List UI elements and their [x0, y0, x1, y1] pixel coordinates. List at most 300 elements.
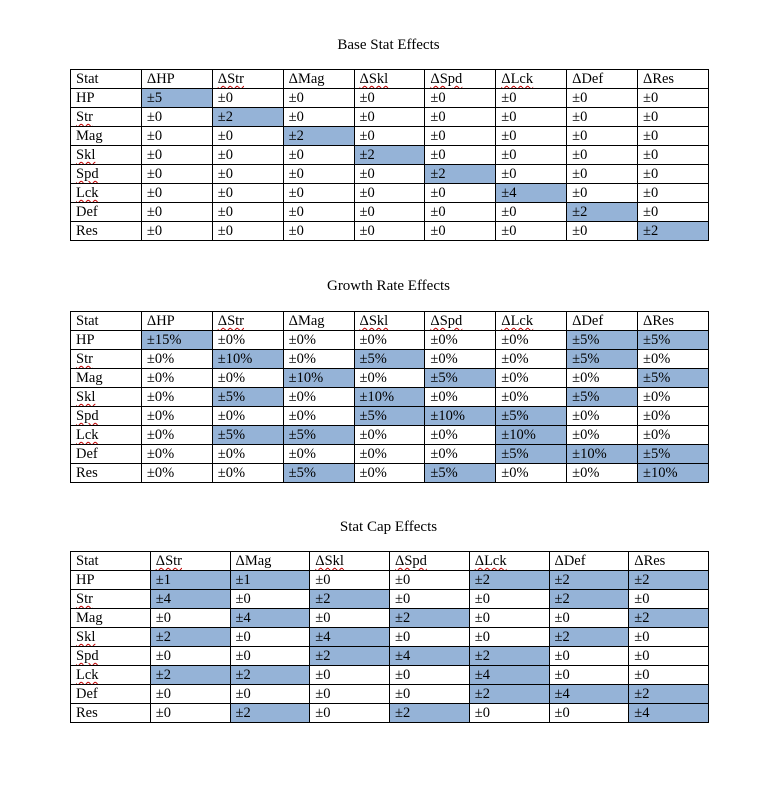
table-cell: ±5% [212, 426, 283, 445]
table-cell: ±5% [496, 407, 567, 426]
table-cell: ±0 [212, 222, 283, 241]
table-cell: ±0% [496, 331, 567, 350]
table-cell: ±0 [212, 165, 283, 184]
table-cell: ±5% [283, 426, 354, 445]
table-cell: ±1 [230, 571, 310, 590]
table-cell: ±0% [141, 445, 212, 464]
column-header [638, 70, 709, 89]
table-cell: ±0 [567, 89, 638, 108]
table-cell: ±0 [496, 108, 567, 127]
table-cell: ±0% [212, 445, 283, 464]
row-header [71, 108, 142, 127]
row-header-label: Res [76, 223, 98, 239]
table-cell: ±0 [638, 108, 709, 127]
column-header-label: ΔLck [501, 313, 534, 329]
table-cell: ±0 [567, 165, 638, 184]
table-cell: ±0 [310, 704, 390, 723]
row-header-label: Str [76, 591, 93, 607]
table-row [71, 445, 709, 464]
table-cell: ±0 [150, 609, 230, 628]
column-header [638, 312, 709, 331]
column-header-label: ΔSkl [359, 313, 389, 329]
row-header [71, 571, 151, 590]
table-cell: ±0 [390, 685, 470, 704]
table-row [71, 350, 709, 369]
base-stat-effects-title: Base Stat Effects [337, 37, 440, 53]
table-row [71, 666, 709, 685]
table-cell: ±2 [150, 628, 230, 647]
row-header [71, 184, 142, 203]
table-cell: ±5 [141, 89, 212, 108]
table-cell: ±5% [496, 445, 567, 464]
table-cell: ±4 [496, 184, 567, 203]
table-cell: ±0 [496, 165, 567, 184]
column-header [469, 552, 549, 571]
table-cell: ±0% [354, 331, 425, 350]
header-row [71, 312, 709, 331]
column-header-label: ΔHP [146, 71, 175, 87]
row-header-label: Lck [76, 427, 99, 443]
row-header [71, 647, 151, 666]
row-header-label: Spd [76, 408, 99, 424]
table-row [71, 203, 709, 222]
table-cell: ±0 [230, 590, 310, 609]
table-cell: ±0 [567, 184, 638, 203]
table-cell: ±0 [310, 666, 390, 685]
table-cell: ±0 [354, 203, 425, 222]
row-header-label: HP [76, 90, 95, 106]
table-cell: ±0 [354, 89, 425, 108]
table-cell: ±0 [549, 704, 629, 723]
row-header [71, 445, 142, 464]
table-cell: ±0% [141, 388, 212, 407]
table-row [71, 388, 709, 407]
row-header-label: Mag [76, 610, 103, 626]
header-row [71, 552, 709, 571]
table-cell: ±0 [496, 89, 567, 108]
table-cell: ±10% [283, 369, 354, 388]
table-row [71, 685, 709, 704]
column-header [549, 552, 629, 571]
row-header [71, 590, 151, 609]
table-cell: ±4 [549, 685, 629, 704]
table-cell: ±0% [425, 445, 496, 464]
column-header [425, 312, 496, 331]
growth-rate-effects-title: Growth Rate Effects [326, 278, 451, 294]
table-cell: ±2 [469, 685, 549, 704]
table-cell: ±2 [629, 609, 709, 628]
table-row [71, 165, 709, 184]
table-cell: ±0% [141, 407, 212, 426]
row-header-label: Res [76, 465, 98, 481]
base-stat-effects-table [70, 69, 709, 241]
table-cell: ±0 [638, 146, 709, 165]
table-cell: ±0% [212, 331, 283, 350]
table-cell: ±2 [212, 108, 283, 127]
table-cell: ±5% [283, 464, 354, 483]
table-cell: ±2 [354, 146, 425, 165]
table-row [71, 146, 709, 165]
column-header [567, 312, 638, 331]
table-row [71, 222, 709, 241]
table-cell: ±0 [567, 222, 638, 241]
row-header-label: Def [76, 204, 98, 220]
table-cell: ±5% [567, 350, 638, 369]
table-cell: ±2 [469, 647, 549, 666]
table-cell: ±0 [629, 628, 709, 647]
table-cell: ±0 [354, 184, 425, 203]
table-cell: ±0% [354, 369, 425, 388]
column-header [150, 552, 230, 571]
table-cell: ±0 [230, 685, 310, 704]
table-cell: ±5% [425, 369, 496, 388]
column-header-label: ΔRes [643, 71, 675, 87]
table-cell: ±0% [425, 331, 496, 350]
column-header-label: ΔSkl [315, 553, 344, 569]
row-header [71, 127, 142, 146]
table-cell: ±0 [629, 647, 709, 666]
table-cell: ±5% [212, 388, 283, 407]
column-header [496, 70, 567, 89]
table-cell: ±5% [567, 331, 638, 350]
header-row [71, 70, 709, 89]
table-cell: ±0 [212, 184, 283, 203]
table-cell: ±0 [141, 165, 212, 184]
row-header-label: Skl [76, 629, 96, 645]
table-cell: ±0 [469, 590, 549, 609]
column-header-label: ΔDef [572, 71, 604, 87]
table-cell: ±0 [629, 666, 709, 685]
table-cell: ±0 [390, 590, 470, 609]
column-header-label: ΔSpd [430, 71, 463, 87]
column-header [496, 312, 567, 331]
column-header [629, 552, 709, 571]
table-cell: ±0 [141, 203, 212, 222]
column-header [310, 552, 390, 571]
column-header [425, 70, 496, 89]
table-cell: ±0 [141, 222, 212, 241]
table-cell: ±2 [150, 666, 230, 685]
table-cell: ±0% [567, 464, 638, 483]
table-cell: ±0% [496, 388, 567, 407]
table-cell: ±0 [425, 127, 496, 146]
table-cell: ±0% [496, 350, 567, 369]
table-cell: ±0 [141, 184, 212, 203]
row-header-label: Mag [76, 370, 103, 386]
table-cell: ±0 [638, 89, 709, 108]
row-header [71, 704, 151, 723]
table-cell: ±0% [283, 331, 354, 350]
column-header-label: ΔDef [572, 313, 604, 329]
table-row [71, 704, 709, 723]
row-header [71, 222, 142, 241]
row-header-label: Lck [76, 185, 99, 201]
column-header-label: Stat [76, 313, 99, 329]
table-cell: ±0 [390, 628, 470, 647]
row-header [71, 89, 142, 108]
table-cell: ±4 [629, 704, 709, 723]
row-header [71, 165, 142, 184]
table-cell: ±2 [390, 704, 470, 723]
column-header-label: ΔMag [288, 71, 325, 87]
table-cell: ±2 [310, 590, 390, 609]
row-header [71, 407, 142, 426]
row-header-label: Lck [76, 667, 99, 683]
table-cell: ±0 [390, 571, 470, 590]
table-cell: ±10% [425, 407, 496, 426]
row-header [71, 203, 142, 222]
table-cell: ±0% [354, 445, 425, 464]
row-header-label: Res [76, 705, 98, 721]
table-cell: ±0 [425, 89, 496, 108]
column-header [283, 70, 354, 89]
table-cell: ±2 [230, 666, 310, 685]
table-cell: ±0 [638, 127, 709, 146]
table-cell: ±0 [629, 590, 709, 609]
table-cell: ±2 [310, 647, 390, 666]
table-cell: ±5% [425, 464, 496, 483]
table-cell: ±0 [212, 203, 283, 222]
column-header [230, 552, 310, 571]
table-cell: ±2 [549, 628, 629, 647]
table-cell: ±0% [354, 464, 425, 483]
column-header-label: Stat [76, 71, 99, 87]
column-header-label: ΔDef [554, 553, 586, 569]
table-cell: ±0 [150, 704, 230, 723]
row-header-label: Mag [76, 128, 103, 144]
table-cell: ±0% [567, 407, 638, 426]
table-cell: ±0 [283, 146, 354, 165]
table-cell: ±0 [141, 108, 212, 127]
stat-cap-effects-table [70, 551, 709, 723]
table-cell: ±0 [150, 647, 230, 666]
row-header-label: Def [76, 446, 98, 462]
table-cell: ±2 [283, 127, 354, 146]
table-cell: ±2 [469, 571, 549, 590]
table-cell: ±0% [567, 426, 638, 445]
column-header [354, 312, 425, 331]
column-header [141, 70, 212, 89]
row-header [71, 685, 151, 704]
table-cell: ±0% [567, 369, 638, 388]
table-cell: ±0% [141, 464, 212, 483]
table-cell: ±0 [150, 685, 230, 704]
table-cell: ±0 [212, 127, 283, 146]
table-cell: ±0 [469, 704, 549, 723]
table-cell: ±0% [638, 388, 709, 407]
column-header [212, 312, 283, 331]
table-cell: ±0 [567, 108, 638, 127]
table-cell: ±0% [425, 350, 496, 369]
table-row [71, 590, 709, 609]
table-cell: ±0 [283, 165, 354, 184]
table-cell: ±0 [283, 89, 354, 108]
table-cell: ±0% [141, 369, 212, 388]
table-cell: ±0% [212, 464, 283, 483]
row-header-label: Str [76, 109, 93, 125]
column-header-label: ΔStr [217, 71, 244, 87]
column-header-label: ΔHP [146, 313, 175, 329]
table-cell: ±0 [230, 628, 310, 647]
table-row [71, 127, 709, 146]
table-cell: ±0 [310, 685, 390, 704]
column-header-label: ΔLck [474, 553, 507, 569]
row-header [71, 666, 151, 685]
table-row [71, 407, 709, 426]
table-cell: ±5% [638, 369, 709, 388]
column-header [567, 70, 638, 89]
table-cell: ±0% [638, 350, 709, 369]
column-header-label: ΔRes [643, 313, 675, 329]
table-cell: ±2 [230, 704, 310, 723]
table-cell: ±0 [549, 609, 629, 628]
table-cell: ±0% [638, 407, 709, 426]
table-cell: ±1 [150, 571, 230, 590]
column-header-label: ΔSpd [430, 313, 463, 329]
table-cell: ±4 [230, 609, 310, 628]
table-row [71, 108, 709, 127]
table-cell: ±15% [141, 331, 212, 350]
table-cell: ±0 [212, 89, 283, 108]
table-cell: ±0 [141, 146, 212, 165]
table-cell: ±0% [212, 369, 283, 388]
table-cell: ±2 [425, 165, 496, 184]
table-cell: ±10% [212, 350, 283, 369]
table-cell: ±0% [496, 369, 567, 388]
table-row [71, 628, 709, 647]
column-header [354, 70, 425, 89]
table-cell: ±5% [354, 407, 425, 426]
table-cell: ±0% [425, 426, 496, 445]
table-cell: ±2 [549, 571, 629, 590]
table-cell: ±0% [283, 407, 354, 426]
table-cell: ±0% [638, 426, 709, 445]
table-cell: ±0 [469, 609, 549, 628]
table-cell: ±0 [354, 127, 425, 146]
table-cell: ±2 [567, 203, 638, 222]
table-cell: ±0 [310, 609, 390, 628]
table-cell: ±0 [425, 146, 496, 165]
column-header-label: ΔMag [235, 553, 272, 569]
table-cell: ±4 [150, 590, 230, 609]
table-row [71, 89, 709, 108]
table-cell: ±5% [638, 445, 709, 464]
column-header-label: ΔSkl [359, 71, 389, 87]
table-cell: ±0% [283, 445, 354, 464]
table-cell: ±0 [638, 203, 709, 222]
table-cell: ±4 [310, 628, 390, 647]
table-row [71, 647, 709, 666]
table-cell: ±5% [567, 388, 638, 407]
table-cell: ±0 [567, 127, 638, 146]
table-cell: ±0 [230, 647, 310, 666]
table-row [71, 331, 709, 350]
table-cell: ±4 [469, 666, 549, 685]
table-cell: ±0 [425, 203, 496, 222]
growth-rate-effects-table [70, 311, 709, 483]
table-cell: ±0% [496, 464, 567, 483]
table-cell: ±0% [141, 426, 212, 445]
table-cell: ±0% [283, 388, 354, 407]
table-cell: ±0% [141, 350, 212, 369]
row-header-label: HP [76, 332, 95, 348]
column-header-stat [71, 552, 151, 571]
table-row [71, 369, 709, 388]
column-header [212, 70, 283, 89]
table-cell: ±5% [638, 331, 709, 350]
table-cell: ±2 [638, 222, 709, 241]
table-cell: ±0 [354, 108, 425, 127]
row-header [71, 464, 142, 483]
column-header-label: ΔStr [155, 553, 182, 569]
table-cell: ±0 [549, 666, 629, 685]
table-row [71, 184, 709, 203]
table-cell: ±0 [283, 184, 354, 203]
table-row [71, 571, 709, 590]
table-cell: ±10% [567, 445, 638, 464]
table-cell: ±0 [425, 222, 496, 241]
table-cell: ±2 [629, 571, 709, 590]
row-header [71, 388, 142, 407]
row-header-label: Def [76, 686, 98, 702]
row-header-label: Spd [76, 648, 99, 664]
column-header-label: ΔRes [634, 553, 666, 569]
table-cell: ±0 [567, 146, 638, 165]
table-cell: ±0 [283, 222, 354, 241]
column-header [283, 312, 354, 331]
column-header-label: ΔSpd [395, 553, 427, 569]
table-cell: ±0 [425, 184, 496, 203]
table-cell: ±0 [390, 666, 470, 685]
table-cell: ±0 [283, 203, 354, 222]
table-cell: ±0 [310, 571, 390, 590]
table-cell: ±4 [390, 647, 470, 666]
column-header-stat [71, 312, 142, 331]
table-cell: ±0% [354, 426, 425, 445]
table-cell: ±0 [141, 127, 212, 146]
table-cell: ±0 [638, 184, 709, 203]
column-header-label: ΔLck [501, 71, 534, 87]
table-row [71, 609, 709, 628]
row-header [71, 331, 142, 350]
table-cell: ±0 [549, 647, 629, 666]
row-header [71, 350, 142, 369]
table-cell: ±0 [496, 146, 567, 165]
row-header [71, 609, 151, 628]
row-header-label: Str [76, 351, 93, 367]
table-row [71, 464, 709, 483]
table-cell: ±0 [212, 146, 283, 165]
table-cell: ±0 [638, 165, 709, 184]
table-cell: ±0% [425, 388, 496, 407]
column-header [141, 312, 212, 331]
table-cell: ±0 [283, 108, 354, 127]
column-header-label: ΔStr [217, 313, 244, 329]
row-header [71, 369, 142, 388]
row-header-label: Spd [76, 166, 99, 182]
row-header-label: HP [76, 572, 95, 588]
column-header [390, 552, 470, 571]
row-header [71, 628, 151, 647]
row-header [71, 146, 142, 165]
table-cell: ±0 [425, 108, 496, 127]
table-cell: ±0 [354, 165, 425, 184]
stat-cap-effects-title: Stat Cap Effects [339, 519, 438, 535]
table-cell: ±0 [469, 628, 549, 647]
table-cell: ±0 [496, 222, 567, 241]
table-row [71, 426, 709, 445]
table-cell: ±0% [212, 407, 283, 426]
